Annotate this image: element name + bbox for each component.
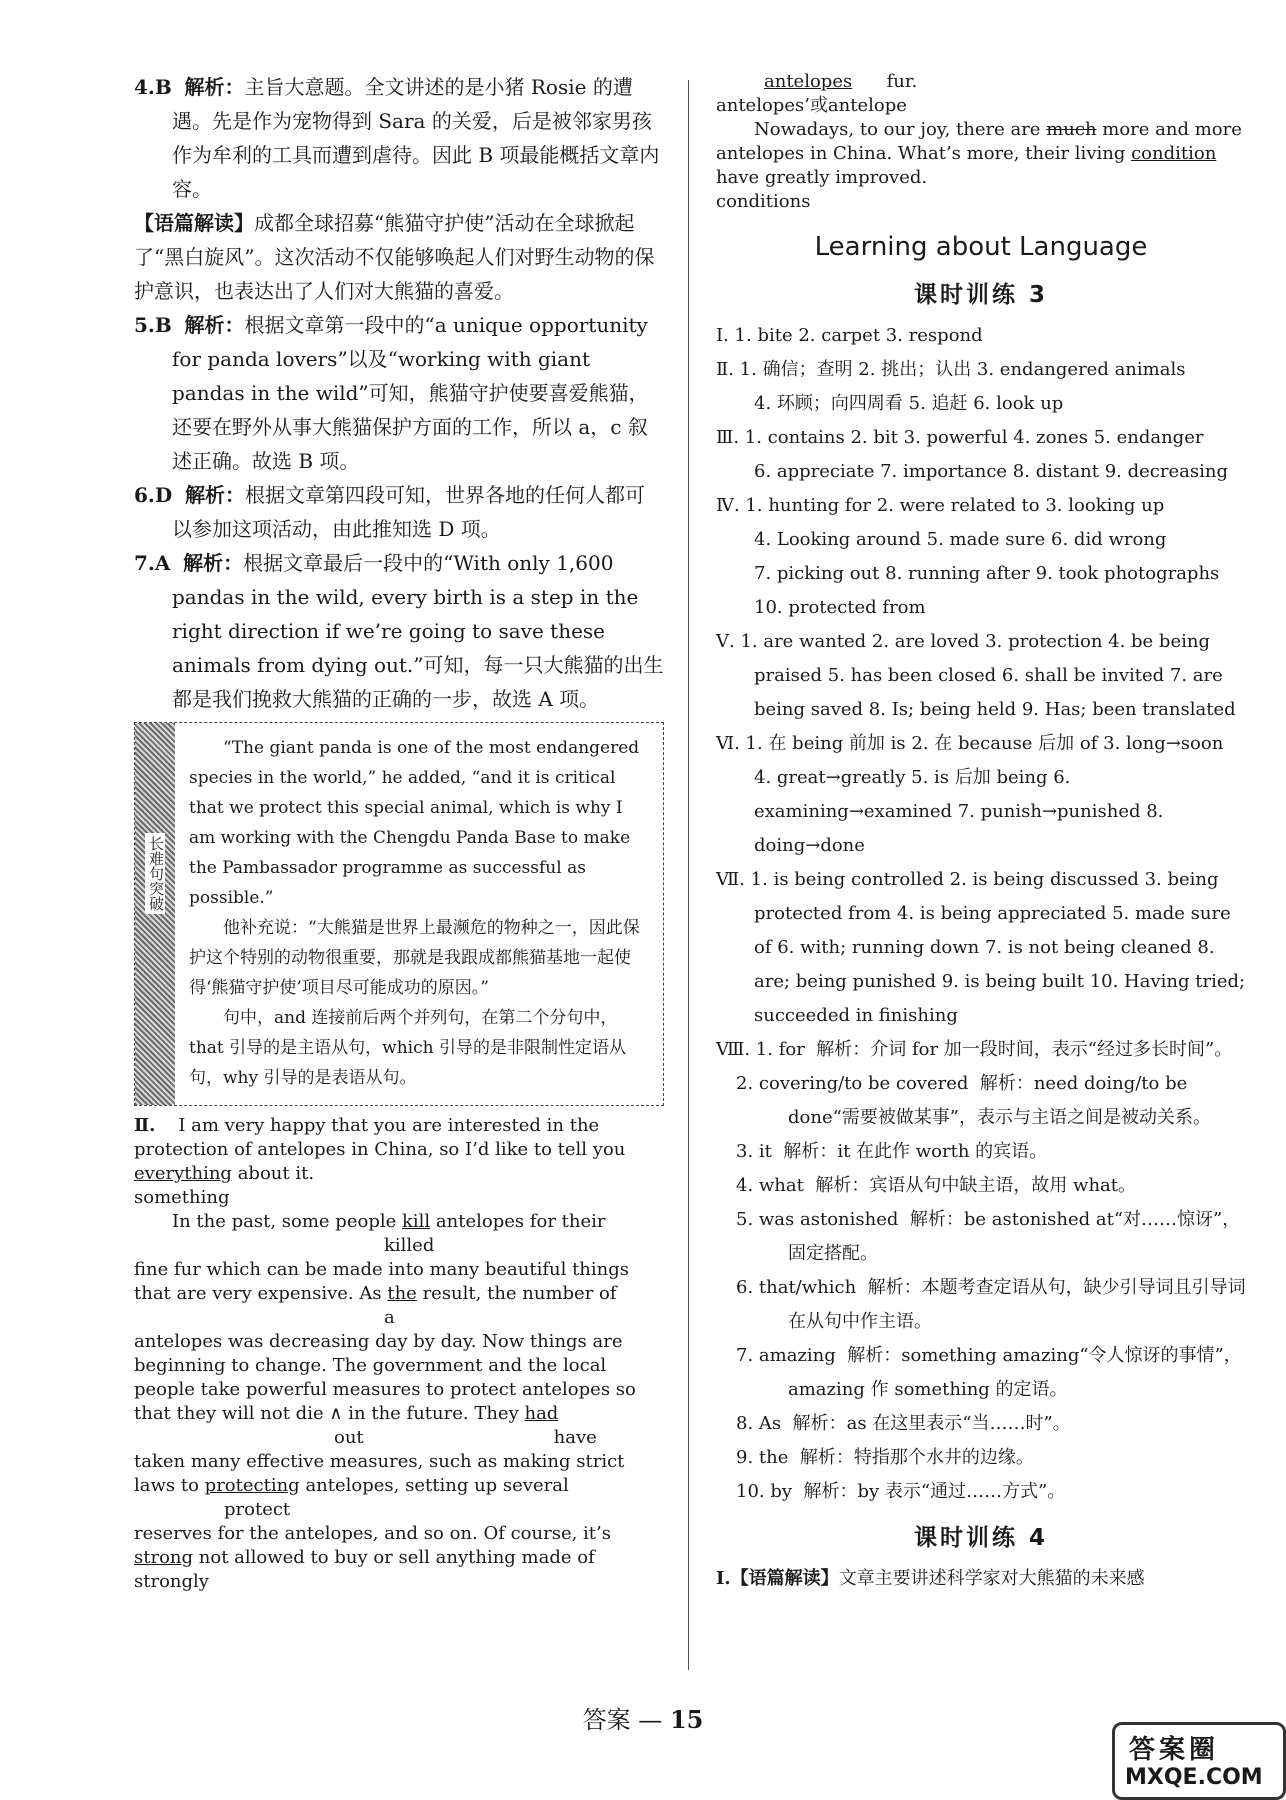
watermark-logo: 答案圈 MXQE.COM (1112, 1722, 1286, 1800)
lesson-3-answers (716, 319, 1246, 1509)
viii-item: 2. covering/to be covered 解析：need doing/to be done“需要被做某事”，表示与主语之间是被动关系。 (736, 1073, 1212, 1128)
answer-row: Ⅲ. 1. contains 2. bit 3. powerful 4. zones 5. endanger (716, 427, 1204, 448)
answer-row: Ⅶ. 1. is being controlled 2. is being discussed 3. being protected from 4. is being appreciated 5. made sure of 6. with; running down 7. is not being cleaned 8. are; being punished 9. is being built 10. Having tried; succeeded in finishing (716, 869, 1246, 1026)
passage-interpretation: 【语篇解读】成都全球招募“熊猫守护使”活动在全球掀起了“黑白旋风”。这次活动不仅能够唤起人们对野生动物的保护意识，也表达出了人们对大熊猫的喜爱。 (134, 211, 655, 303)
correction-passage-continued: antelopes fur. antelopes’或antelope Nowadays, to our joy, there are much more and more antelopes in China. What’s more, their living condition have greatly improved. conditions (716, 71, 1242, 212)
viii-item: 3. it 解析：it 在此作 worth 的宾语。 (736, 1141, 1048, 1162)
answer-row: 4. 环顾；向四周看 5. 追赶 6. look up (754, 393, 1064, 414)
section-viii (716, 1033, 1246, 1509)
lesson-4-intro: Ⅰ.【语篇解读】文章主要讲述科学家对大熊猫的未来感 (716, 1568, 1145, 1589)
answer-q4: 4.B 解析：主旨大意题。全文讲述的是小猪 Rosie 的遭遇。先是作为宠物得到 Sara 的关爱，后是被邻家男孩作为牟利的工具而遭到虐待。因此 B 项最能概括文章内容。 (134, 75, 660, 201)
box-analysis: 句中，and 连接前后两个并列句，在第二个分句中，that 引导的是主语从句，which 引导的是非限制性定语从句，why 引导的是表语从句。 (189, 1008, 626, 1088)
box-english: “The giant panda is one of the most endangered species in the world,” he added, “and it is critical that we protect this special animal, which is why I am working with the Chengdu Panda Base to make the Pambassador programme as successful as possible.” (189, 738, 640, 908)
answer-q7: 7.A 解析：根据文章最后一段中的“With only 1,600 pandas in the wild, every birth is a step in the right direction if we’re going to save these animals from dying out.”可知，每一只大熊猫的出生都是我们挽救大熊猫的正确的一步，故选 A 项。 (134, 551, 664, 711)
lesson-title-4: 课时训练 4 (913, 1525, 1048, 1551)
answer-row: 4. Looking around 5. made sure 6. did wrong (754, 529, 1167, 550)
right-column (716, 70, 1246, 1596)
viii-item: 4. what 解析：宾语从句中缺主语，故用 what。 (736, 1175, 1137, 1196)
page-number: 15 (669, 1705, 704, 1734)
answer-row: Ⅴ. 1. are wanted 2. are loved 3. protection 4. be being praised 5. has been closed 6. shall be invited 7. are being saved 8. Is; being held 9. Has; been translated (716, 631, 1236, 720)
answer-row: 6. appreciate 7. importance 8. distant 9. decreasing (754, 461, 1228, 482)
viii-item: 5. was astonished 解析：be astonished at“对……惊讶”，固定搭配。 (736, 1209, 1241, 1264)
viii-item: 7. amazing 解析：something amazing“令人惊讶的事情”，amazing 作 something 的定语。 (736, 1345, 1242, 1400)
answer-row: 7. picking out 8. running after 9. took photographs (754, 563, 1220, 584)
answer-q5: 5.B 解析：根据文章第一段中的“a unique opportunity for panda lovers”以及“working with giant pandas in the wild”可知，熊猫守护使要喜爱熊猫，还要在野外从事大熊猫保护方面的工作，所以 a，c 叙述正确。故选 B 项。 (134, 313, 649, 473)
answer-row: Ⅰ. 1. bite 2. carpet 3. respond (716, 325, 983, 346)
answer-q6: 6.D 解析：根据文章第四段可知，世界各地的任何人都可以参加这项活动，由此推知选 D 项。 (134, 483, 645, 541)
answer-row: 10. protected from (754, 597, 926, 618)
lesson-title-3: 课时训练 3 (913, 282, 1048, 308)
answer-row: Ⅵ. 1. 在 being 前加 is 2. 在 because 后加 of 3. long→soon 4. great→greatly 5. is 后加 being 6. examining→examined 7. punish→punished 8. doing→done (716, 733, 1224, 856)
answer-row: Ⅱ. 1. 确信；查明 2. 挑出；认出 3. endangered animals (716, 359, 1186, 380)
left-column (134, 70, 664, 1594)
long-sentence-box (134, 722, 664, 1106)
section-heading: Learning about Language (814, 232, 1148, 262)
viii-item: 10. by 解析：by 表示“通过……方式”。 (736, 1481, 1066, 1502)
answer-row: Ⅳ. 1. hunting for 2. were related to 3. looking up (716, 495, 1165, 516)
page-footer: 答案 — 15 (582, 1705, 704, 1734)
column-divider (688, 80, 689, 1670)
viii-item: Ⅷ. 1. for 解析：介词 for 加一段时间，表示“经过多长时间”。 (716, 1039, 1233, 1060)
box-chinese: 他补充说：“大熊猫是世界上最濒危的物种之一，因此保护这个特别的动物很重要，那就是我跟成都熊猫基地一起使得‘熊猫守护使’项目尽可能成功的原因。” (189, 918, 640, 998)
box-side-stripe: 长难句突破 (135, 723, 175, 1105)
viii-item: 6. that/which 解析：本题考查定语从句，缺少引导词且引导词在从句中作主语。 (736, 1277, 1246, 1332)
correction-passage: Ⅱ. I am very happy that you are interested in the protection of antelopes in China, so I’d like to tell you everything about it. something In the past, some people kill antelopes for their killed fine fur which can be made into many beautiful things that are very expensive. As the result, the number of a antelopes was decreasing day by day. Now things are beginning to change. The government and the local people take powerful measures to protect antelopes so that they will not die ∧ in the future. They had out have taken many effective measures, such as making strict laws to protecting antelopes, setting up several protect reserves for the antelopes, and so on. Of course, it’s strong not allowed to buy or sell anything made of strongly (134, 1115, 636, 1592)
viii-item: 9. the 解析：特指那个水井的边缘。 (736, 1447, 1034, 1468)
viii-item: 8. As 解析：as 在这里表示“当……时”。 (736, 1413, 1071, 1434)
